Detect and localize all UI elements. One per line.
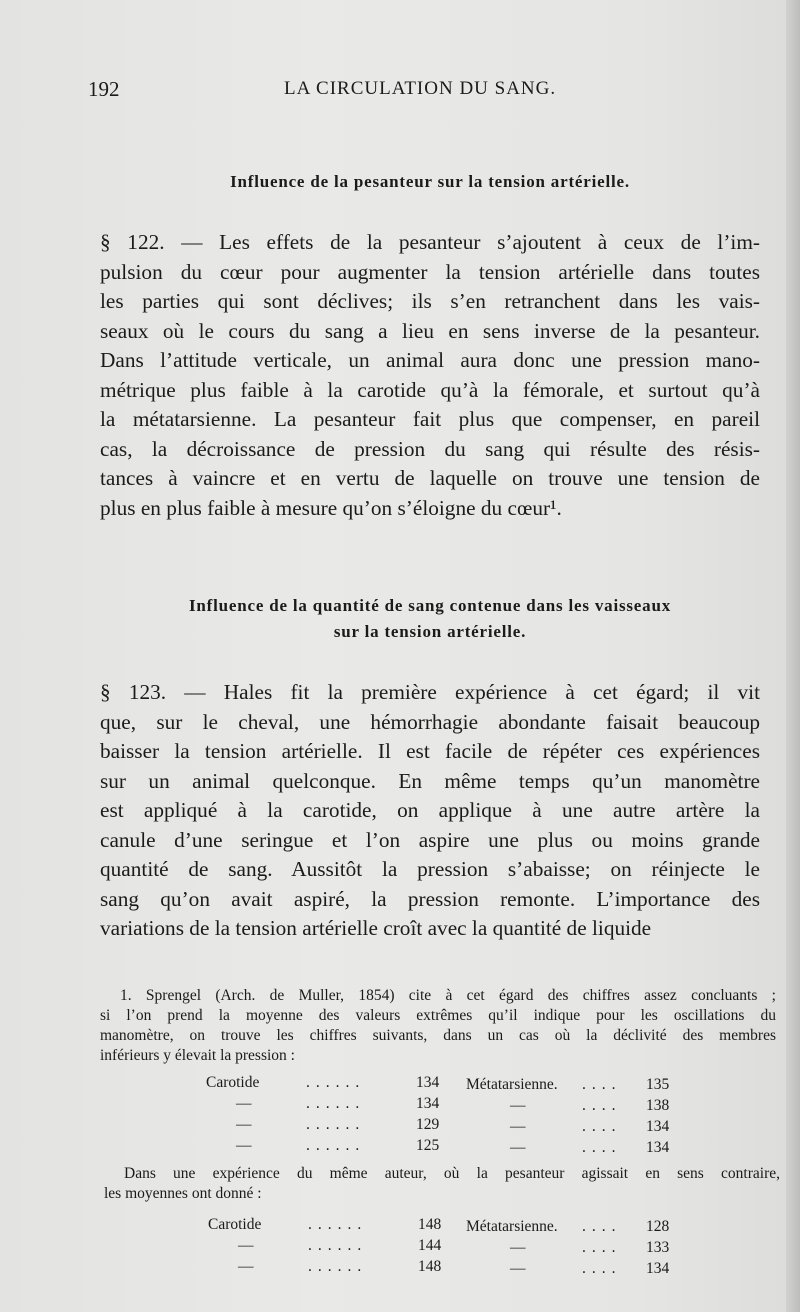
leader-dots: ...... [306, 1136, 366, 1154]
table-value: 134 [416, 1094, 440, 1112]
table-label: Métatarsienne. [466, 1075, 558, 1093]
footnote-line: manomètre, on trouve les chiffres suivants, dans un cas où la déclivité des membres [100, 1027, 776, 1044]
footnote-table-2-left [208, 1214, 458, 1277]
table-label: Carotide [206, 1073, 260, 1091]
leader-dots: .... [582, 1117, 622, 1135]
text-line: que, sur le cheval, une hémorrhagie abondante faisait beaucoup [100, 709, 760, 734]
text-line: sang qu’on avait aspiré, la pression remonte. L’importance des [100, 886, 760, 911]
leader-dots: .... [582, 1075, 622, 1093]
table-value: 128 [646, 1217, 670, 1235]
paragraph-123 [100, 678, 760, 944]
text-line: plus en plus faible à mesure qu’on s’éloigne du cœur¹. [100, 495, 562, 520]
table-value: 129 [416, 1115, 440, 1133]
text-line: baisser la tension artérielle. Il est facile de répéter ces expériences [100, 739, 760, 763]
table-label: — [510, 1238, 526, 1256]
table-row [466, 1095, 686, 1116]
text-line: les parties qui sont déclives; ils s’en retranchent dans les vais- [100, 289, 760, 313]
text-line: la métatarsienne. La pesanteur fait plus que compenser, en pareil [100, 407, 760, 431]
table-label: Carotide [208, 1215, 262, 1233]
page-edge-shadow [786, 0, 800, 1312]
text-line: § 122. — Les effets de la pesanteur s’ajoutent à ceux de l’im- [100, 230, 760, 254]
table-value: 144 [418, 1236, 442, 1254]
table-row [208, 1214, 458, 1235]
table-row [206, 1072, 456, 1093]
table-label: Métatarsienne. [466, 1217, 558, 1235]
footnote-line: Dans une expérience du même auteur, où la pesanteur agissait en sens contraire, [124, 1165, 780, 1182]
footnote-table-1-left [206, 1072, 456, 1156]
footnote-line: si l’on prend la moyenne des valeurs extrêmes qu’il indique pour les oscillations du [100, 1007, 776, 1024]
table-value: 134 [646, 1138, 670, 1156]
table-row [208, 1256, 458, 1277]
section-title-line: Influence de la quantité de sang contenue dans les vaisseaux [188, 596, 672, 615]
table-label: — [510, 1096, 526, 1114]
text-line: sur un animal quelconque. En même temps qu’un manomètre [100, 768, 760, 793]
paragraph-122 [100, 228, 760, 523]
table-value: 138 [646, 1096, 670, 1114]
leader-dots: .... [582, 1217, 622, 1235]
text-line: seaux où le cours du sang a lieu en sens inverse de la pesanteur. [100, 318, 760, 343]
table-label: — [510, 1117, 526, 1135]
table-value: 134 [416, 1073, 440, 1091]
text-line: est appliqué à la carotide, on applique à une autre artère la [100, 798, 760, 822]
table-label: — [236, 1115, 252, 1133]
leader-dots: ...... [308, 1215, 368, 1233]
footnote-line: 1. Sprengel (Arch. de Muller, 1854) cite à cet égard des chiffres assez concluants ; [120, 987, 776, 1004]
table-row [208, 1235, 458, 1256]
table-row [206, 1135, 456, 1156]
table-label: — [510, 1138, 526, 1156]
table-label: — [236, 1136, 252, 1154]
leader-dots: ...... [306, 1094, 366, 1112]
text-line: Dans l’attitude verticale, un animal aura donc une pression mano- [100, 348, 760, 372]
text-line: canule d’une seringue et l’on aspire une plus ou moins grande [100, 827, 760, 852]
text-line: métrique plus faible à la carotide qu’à la fémorale, et surtout qu’à [100, 377, 760, 402]
table-value: 133 [646, 1238, 670, 1256]
table-value: 134 [646, 1117, 670, 1135]
section-title-pesanteur: Influence de la pesanteur sur la tension artérielle. [230, 172, 630, 191]
leader-dots: ...... [306, 1073, 366, 1091]
table-value: 148 [418, 1215, 442, 1233]
text-line: variations de la tension artérielle croît avec la quantité de liquide [100, 916, 652, 940]
page-header [88, 74, 760, 104]
table-row [466, 1116, 686, 1137]
table-label: — [238, 1236, 254, 1254]
running-title: LA CIRCULATION DU SANG. [284, 78, 557, 99]
text-line: cas, la décroissance de pression du sang qui résulte des résis- [100, 436, 760, 461]
footnote-1 [100, 986, 776, 1066]
table-label: — [236, 1094, 252, 1112]
table-value: 135 [646, 1075, 670, 1093]
table-row [206, 1093, 456, 1114]
leader-dots: ...... [308, 1236, 368, 1254]
table-row [466, 1258, 686, 1279]
leader-dots: .... [582, 1138, 622, 1156]
page-number: 192 [88, 76, 120, 101]
table-value: 125 [416, 1136, 440, 1154]
table-row [466, 1137, 686, 1158]
text-line: pulsion du cœur pour augmenter la tension artérielle dans toutes [100, 259, 760, 284]
section-title-line: sur la tension artérielle. [333, 622, 527, 641]
footnote-line: les moyennes ont donné : [104, 1185, 262, 1202]
table-label: — [510, 1259, 526, 1277]
text-line: quantité de sang. Aussitôt la pression s’abaisse; on réinjecte le [100, 857, 760, 881]
table-value: 148 [418, 1257, 442, 1275]
section-title-quantite [100, 596, 760, 642]
leader-dots: ...... [308, 1257, 368, 1275]
leader-dots: .... [582, 1096, 622, 1114]
table-row [466, 1074, 686, 1095]
table-row [466, 1237, 686, 1258]
table-label: — [238, 1257, 254, 1275]
table-row [466, 1216, 686, 1237]
footnote-table-2-right [466, 1216, 686, 1279]
footnote-middle [104, 1164, 780, 1204]
leader-dots: .... [582, 1238, 622, 1256]
table-value: 134 [646, 1259, 670, 1277]
footnote-table-1-right [466, 1074, 686, 1158]
table-row [206, 1114, 456, 1135]
leader-dots: ...... [306, 1115, 366, 1133]
leader-dots: .... [582, 1259, 622, 1277]
footnote-line: inférieurs y élevait la pression : [100, 1047, 295, 1064]
text-line: § 123. — Hales fit la première expérience à cet égard; il vit [100, 680, 760, 704]
text-line: tances à vaincre et en vertu de laquelle on trouve une tension de [100, 466, 760, 490]
